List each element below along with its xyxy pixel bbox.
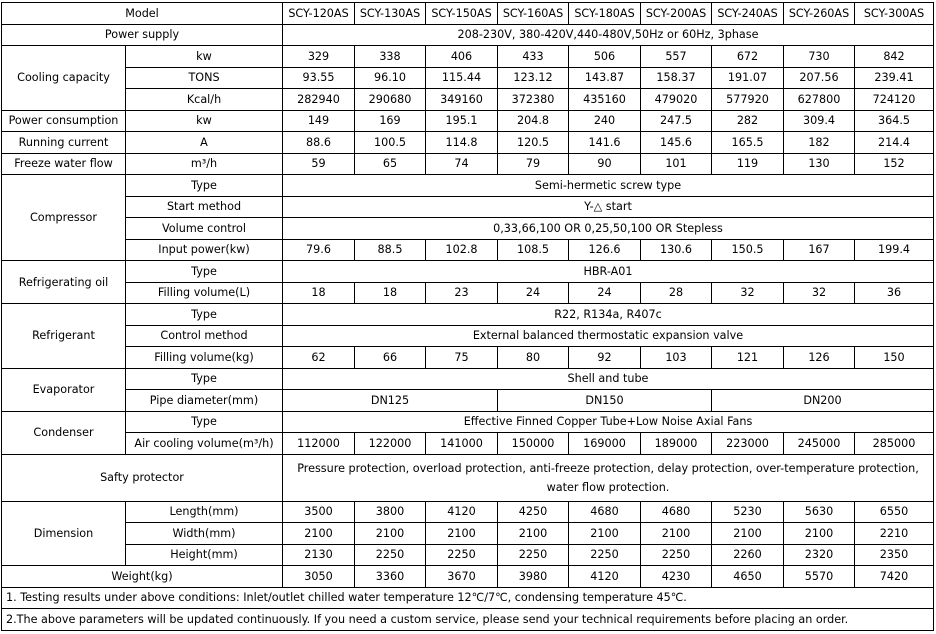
cell: 120.5 bbox=[498, 132, 569, 154]
cell: 66 bbox=[355, 347, 426, 369]
model-header: SCY-200AS bbox=[641, 3, 712, 25]
model-header: SCY-240AS bbox=[712, 3, 784, 25]
cell: 204.8 bbox=[498, 110, 569, 132]
cell: 119 bbox=[712, 153, 784, 175]
cell: 2250 bbox=[569, 544, 641, 566]
cell: 2250 bbox=[498, 544, 569, 566]
cell: 149 bbox=[283, 110, 355, 132]
cell: 130 bbox=[784, 153, 855, 175]
row-oil-type bbox=[2, 261, 934, 283]
cell: 92 bbox=[569, 347, 641, 369]
cell: 435160 bbox=[569, 89, 641, 111]
cell: 88.5 bbox=[355, 239, 426, 261]
oil-type-value: HBR-A01 bbox=[283, 261, 934, 283]
unit-tons: TONS bbox=[126, 67, 283, 89]
cell: 329 bbox=[283, 46, 355, 68]
sub-type: Type bbox=[126, 368, 283, 390]
cell: 169000 bbox=[569, 433, 641, 455]
compressor-label: Compressor bbox=[2, 175, 126, 261]
compressor-type-value: Semi-hermetic screw type bbox=[283, 175, 934, 197]
safety-protector-value: Pressure protection, overload protection, anti-freeze protection, delay protection, over-temperature protection, water flow protection. bbox=[283, 454, 934, 501]
cell: 90 bbox=[569, 153, 641, 175]
cell: 479020 bbox=[641, 89, 712, 111]
row-model bbox=[2, 3, 934, 25]
cell: 506 bbox=[569, 46, 641, 68]
cell: 165.5 bbox=[712, 132, 784, 154]
cell: 724120 bbox=[855, 89, 934, 111]
cell: 114.8 bbox=[426, 132, 498, 154]
cell: 6550 bbox=[855, 501, 934, 523]
row-power-consumption bbox=[2, 110, 934, 132]
cell: 4120 bbox=[569, 566, 641, 588]
cell: 2320 bbox=[784, 544, 855, 566]
sub-filling-volume-l: Filling volume(L) bbox=[126, 282, 283, 304]
unit-kw: kw bbox=[126, 110, 283, 132]
cell: 115.44 bbox=[426, 67, 498, 89]
cell: 150.5 bbox=[712, 239, 784, 261]
row-cooling-tons bbox=[2, 67, 934, 89]
cell: 223000 bbox=[712, 433, 784, 455]
sub-width: Width(mm) bbox=[126, 523, 283, 545]
cell: 112000 bbox=[283, 433, 355, 455]
cell: 2210 bbox=[855, 523, 934, 545]
refrigerant-type-value: R22, R134a, R407c bbox=[283, 304, 934, 326]
cell: 150 bbox=[855, 347, 934, 369]
cell: 145.6 bbox=[641, 132, 712, 154]
model-header: SCY-160AS bbox=[498, 3, 569, 25]
sub-pipe-diameter: Pipe diameter(mm) bbox=[126, 390, 283, 412]
cell: 24 bbox=[498, 282, 569, 304]
unit-amp: A bbox=[126, 132, 283, 154]
cell: 2260 bbox=[712, 544, 784, 566]
cell: 290680 bbox=[355, 89, 426, 111]
cell: 150000 bbox=[498, 433, 569, 455]
cell: 338 bbox=[355, 46, 426, 68]
cell: 627800 bbox=[784, 89, 855, 111]
cell: 247.5 bbox=[641, 110, 712, 132]
cell: 433 bbox=[498, 46, 569, 68]
cell: 842 bbox=[855, 46, 934, 68]
model-header: SCY-130AS bbox=[355, 3, 426, 25]
cell: 406 bbox=[426, 46, 498, 68]
row-compressor-volume bbox=[2, 218, 934, 240]
sub-type: Type bbox=[126, 304, 283, 326]
cell: 214.4 bbox=[855, 132, 934, 154]
evaporator-type-value: Shell and tube bbox=[283, 368, 934, 390]
cell: 245000 bbox=[784, 433, 855, 455]
sub-type: Type bbox=[126, 175, 283, 197]
cell: 2250 bbox=[641, 544, 712, 566]
cell: 2100 bbox=[641, 523, 712, 545]
cell: 141.6 bbox=[569, 132, 641, 154]
row-condenser-air bbox=[2, 433, 934, 455]
cell: 730 bbox=[784, 46, 855, 68]
cell: 2130 bbox=[283, 544, 355, 566]
cell: 75 bbox=[426, 347, 498, 369]
cell: 2100 bbox=[498, 523, 569, 545]
cell: 102.8 bbox=[426, 239, 498, 261]
sub-filling-volume-kg: Filling volume(kg) bbox=[126, 347, 283, 369]
row-weight bbox=[2, 566, 934, 588]
cell: 195.1 bbox=[426, 110, 498, 132]
cell: 5570 bbox=[784, 566, 855, 588]
row-compressor-input bbox=[2, 239, 934, 261]
cell: 28 bbox=[641, 282, 712, 304]
cell: 126 bbox=[784, 347, 855, 369]
cell: 122000 bbox=[355, 433, 426, 455]
row-condenser-type bbox=[2, 411, 934, 433]
cell: 103 bbox=[641, 347, 712, 369]
cell: 364.5 bbox=[855, 110, 934, 132]
compressor-start-value: Y-△ start bbox=[283, 196, 934, 218]
cell: 2100 bbox=[426, 523, 498, 545]
row-refrigerant-filling bbox=[2, 347, 934, 369]
cell: 2100 bbox=[569, 523, 641, 545]
dimension-label: Dimension bbox=[2, 501, 126, 566]
row-cooling-kw bbox=[2, 46, 934, 68]
cell: 80 bbox=[498, 347, 569, 369]
cell: 282 bbox=[712, 110, 784, 132]
cell: 79.6 bbox=[283, 239, 355, 261]
cell: 2100 bbox=[283, 523, 355, 545]
row-width bbox=[2, 523, 934, 545]
cell: 62 bbox=[283, 347, 355, 369]
cell: 3670 bbox=[426, 566, 498, 588]
cell: 93.55 bbox=[283, 67, 355, 89]
cell: 4250 bbox=[498, 501, 569, 523]
cell: 32 bbox=[784, 282, 855, 304]
condenser-label: Condenser bbox=[2, 411, 126, 454]
cell: 285000 bbox=[855, 433, 934, 455]
cell: 5630 bbox=[784, 501, 855, 523]
cell: 577920 bbox=[712, 89, 784, 111]
row-height bbox=[2, 544, 934, 566]
sub-type: Type bbox=[126, 411, 283, 433]
cell: 189000 bbox=[641, 433, 712, 455]
cell: 7420 bbox=[855, 566, 934, 588]
row-compressor-type bbox=[2, 175, 934, 197]
freeze-water-flow-label: Freeze water flow bbox=[2, 153, 126, 175]
sub-height: Height(mm) bbox=[126, 544, 283, 566]
cell: 36 bbox=[855, 282, 934, 304]
unit-kcal: Kcal/h bbox=[126, 89, 283, 111]
cell: 167 bbox=[784, 239, 855, 261]
cell: 88.6 bbox=[283, 132, 355, 154]
cell: 309.4 bbox=[784, 110, 855, 132]
footnote-2: 2.The above parameters will be updated continuously. If you need a custom service, please send your technical requirements before placing an order. bbox=[2, 609, 934, 631]
safety-protector-label: Safty protector bbox=[2, 454, 283, 501]
cell: 2250 bbox=[426, 544, 498, 566]
cell: 74 bbox=[426, 153, 498, 175]
cell: 24 bbox=[569, 282, 641, 304]
sub-input-power: Input power(kw) bbox=[126, 239, 283, 261]
cell: 4680 bbox=[569, 501, 641, 523]
cell: 240 bbox=[569, 110, 641, 132]
cell: 32 bbox=[712, 282, 784, 304]
pipe-dn200: DN200 bbox=[712, 390, 934, 412]
row-length bbox=[2, 501, 934, 523]
cell: 372380 bbox=[498, 89, 569, 111]
row-note-1 bbox=[2, 587, 934, 609]
cell: 182 bbox=[784, 132, 855, 154]
model-header: SCY-150AS bbox=[426, 3, 498, 25]
sub-control-method: Control method bbox=[126, 325, 283, 347]
cell: 96.10 bbox=[355, 67, 426, 89]
cell: 2100 bbox=[355, 523, 426, 545]
running-current-label: Running current bbox=[2, 132, 126, 154]
cell: 18 bbox=[283, 282, 355, 304]
cell: 191.07 bbox=[712, 67, 784, 89]
cell: 4680 bbox=[641, 501, 712, 523]
row-safety bbox=[2, 454, 934, 501]
condenser-type-value: Effective Finned Copper Tube+Low Noise Axial Fans bbox=[283, 411, 934, 433]
power-consumption-label: Power consumption bbox=[2, 110, 126, 132]
cell: 100.5 bbox=[355, 132, 426, 154]
cell: 108.5 bbox=[498, 239, 569, 261]
row-cooling-kcal bbox=[2, 89, 934, 111]
power-supply-value: 208-230V, 380-420V,440-480V,50Hz or 60Hz, 3phase bbox=[283, 24, 934, 46]
row-evaporator-type bbox=[2, 368, 934, 390]
refrigerant-label: Refrigerant bbox=[2, 304, 126, 369]
cell: 121 bbox=[712, 347, 784, 369]
cell: 2250 bbox=[355, 544, 426, 566]
cell: 2100 bbox=[784, 523, 855, 545]
row-refrigerant-control bbox=[2, 325, 934, 347]
cell: 130.6 bbox=[641, 239, 712, 261]
cooling-capacity-label: Cooling capacity bbox=[2, 46, 126, 111]
model-header: SCY-120AS bbox=[283, 3, 355, 25]
cell: 672 bbox=[712, 46, 784, 68]
cell: 557 bbox=[641, 46, 712, 68]
sub-volume-control: Volume control bbox=[126, 218, 283, 240]
pipe-dn150: DN150 bbox=[498, 390, 712, 412]
cell: 3360 bbox=[355, 566, 426, 588]
row-note-2 bbox=[2, 609, 934, 631]
cell: 349160 bbox=[426, 89, 498, 111]
cell: 141000 bbox=[426, 433, 498, 455]
cell: 239.41 bbox=[855, 67, 934, 89]
sub-air-cooling-volume: Air cooling volume(m³/h) bbox=[126, 433, 283, 455]
sub-type: Type bbox=[126, 261, 283, 283]
cell: 152 bbox=[855, 153, 934, 175]
cell: 79 bbox=[498, 153, 569, 175]
compressor-volume-value: 0,33,66,100 OR 0,25,50,100 OR Stepless bbox=[283, 218, 934, 240]
cell: 3500 bbox=[283, 501, 355, 523]
unit-kw: kw bbox=[126, 46, 283, 68]
row-refrigerant-type bbox=[2, 304, 934, 326]
row-running-current bbox=[2, 132, 934, 154]
cell: 2350 bbox=[855, 544, 934, 566]
cell: 4650 bbox=[712, 566, 784, 588]
cell: 101 bbox=[641, 153, 712, 175]
cell: 65 bbox=[355, 153, 426, 175]
sub-start-method: Start method bbox=[126, 196, 283, 218]
cell: 2100 bbox=[712, 523, 784, 545]
cell: 18 bbox=[355, 282, 426, 304]
refrigerant-control-value: External balanced thermostatic expansion valve bbox=[283, 325, 934, 347]
cell: 143.87 bbox=[569, 67, 641, 89]
cell: 5230 bbox=[712, 501, 784, 523]
spec-table bbox=[1, 2, 934, 631]
pipe-dn125: DN125 bbox=[283, 390, 498, 412]
cell: 158.37 bbox=[641, 67, 712, 89]
cell: 169 bbox=[355, 110, 426, 132]
model-header: SCY-260AS bbox=[784, 3, 855, 25]
cell: 207.56 bbox=[784, 67, 855, 89]
row-compressor-start bbox=[2, 196, 934, 218]
row-evaporator-pipe bbox=[2, 390, 934, 412]
evaporator-label: Evaporator bbox=[2, 368, 126, 411]
sub-length: Length(mm) bbox=[126, 501, 283, 523]
model-header: SCY-180AS bbox=[569, 3, 641, 25]
row-freeze-water-flow bbox=[2, 153, 934, 175]
cell: 59 bbox=[283, 153, 355, 175]
cell: 282940 bbox=[283, 89, 355, 111]
cell: 23 bbox=[426, 282, 498, 304]
cell: 199.4 bbox=[855, 239, 934, 261]
cell: 4230 bbox=[641, 566, 712, 588]
cell: 4120 bbox=[426, 501, 498, 523]
row-power-supply bbox=[2, 24, 934, 46]
cell: 3800 bbox=[355, 501, 426, 523]
footnote-1: 1. Testing results under above conditions: Inlet/outlet chilled water temperature 12℃/7℃, condensing temperature 45℃. bbox=[2, 587, 934, 609]
row-oil-filling bbox=[2, 282, 934, 304]
cell: 123.12 bbox=[498, 67, 569, 89]
cell: 3050 bbox=[283, 566, 355, 588]
model-header: SCY-300AS bbox=[855, 3, 934, 25]
cell: 3980 bbox=[498, 566, 569, 588]
refrigerating-oil-label: Refrigerating oil bbox=[2, 261, 126, 304]
model-label: Model bbox=[2, 3, 283, 25]
weight-label: Weight(kg) bbox=[2, 566, 283, 588]
power-supply-label: Power supply bbox=[2, 24, 283, 46]
unit-flow: m³/h bbox=[126, 153, 283, 175]
cell: 126.6 bbox=[569, 239, 641, 261]
